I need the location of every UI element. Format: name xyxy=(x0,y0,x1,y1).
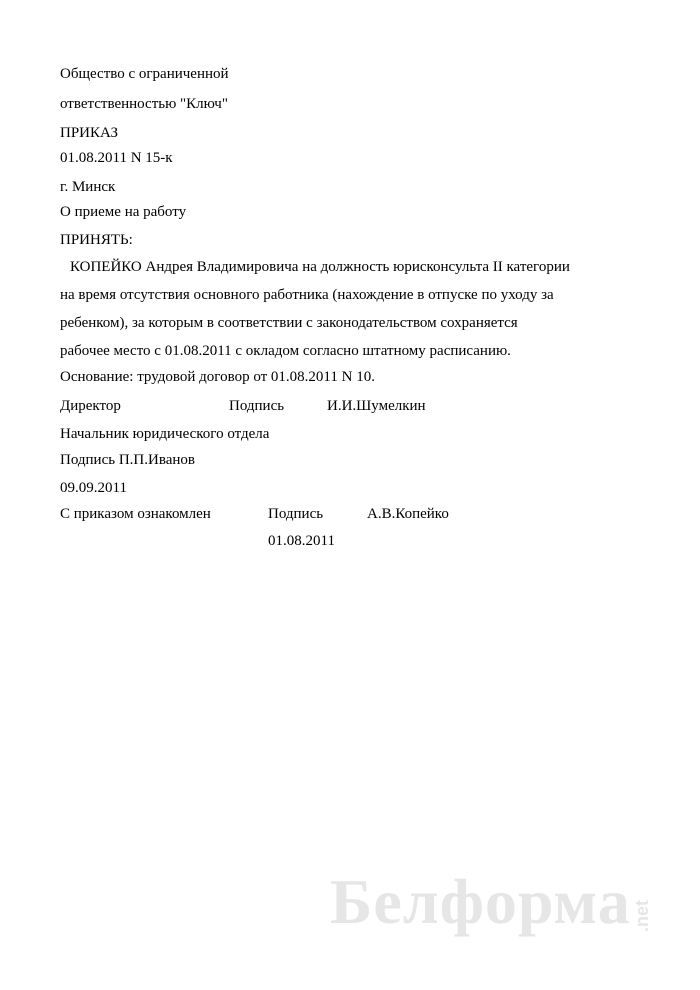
order-body-line-3: ребенком), за которым в соответствии с законодательством сохраняется xyxy=(60,315,518,331)
order-subject: О приеме на работу xyxy=(60,204,187,220)
belforma-watermark xyxy=(330,862,652,942)
director-name: И.И.Шумелкин xyxy=(327,398,426,414)
order-body-line-4: рабочее место с 01.08.2011 с окладом согласно штатному расписанию. xyxy=(60,343,511,359)
order-resolve-heading: ПРИНЯТЬ: xyxy=(60,232,133,248)
watermark-suffix-text: .net xyxy=(632,899,652,932)
acknowledgement-signature: Подпись xyxy=(268,506,324,522)
organization-name-line-1: Общество с ограниченной xyxy=(60,66,229,82)
order-city: г. Минск xyxy=(60,179,116,195)
order-title: ПРИКАЗ xyxy=(60,125,118,141)
acknowledgement-name: А.В.Копейко xyxy=(367,506,449,522)
order-body-line-1: КОПЕЙКО Андрея Владимировича на должность юрисконсульта II категории xyxy=(70,259,570,275)
watermark-main-text: Белформа xyxy=(330,866,631,937)
director-signature: Подпись xyxy=(229,398,285,414)
organization-name-line-2: ответственностью "Ключ" xyxy=(60,96,228,112)
order-basis: Основание: трудовой договор от 01.08.2011 N 10. xyxy=(60,369,375,385)
legal-head-signature: Подпись П.П.Иванов xyxy=(60,452,195,468)
acknowledgement-label: С приказом ознакомлен xyxy=(60,506,211,522)
legal-head-title: Начальник юридического отдела xyxy=(60,426,270,442)
legal-head-date: 09.09.2011 xyxy=(60,480,127,496)
order-date-number: 01.08.2011 N 15-к xyxy=(60,150,173,166)
order-body-line-2: на время отсутствия основного работника (нахождение в отпуске по уходу за xyxy=(60,287,554,303)
acknowledgement-date: 01.08.2011 xyxy=(268,533,335,549)
director-title: Директор xyxy=(60,398,121,414)
